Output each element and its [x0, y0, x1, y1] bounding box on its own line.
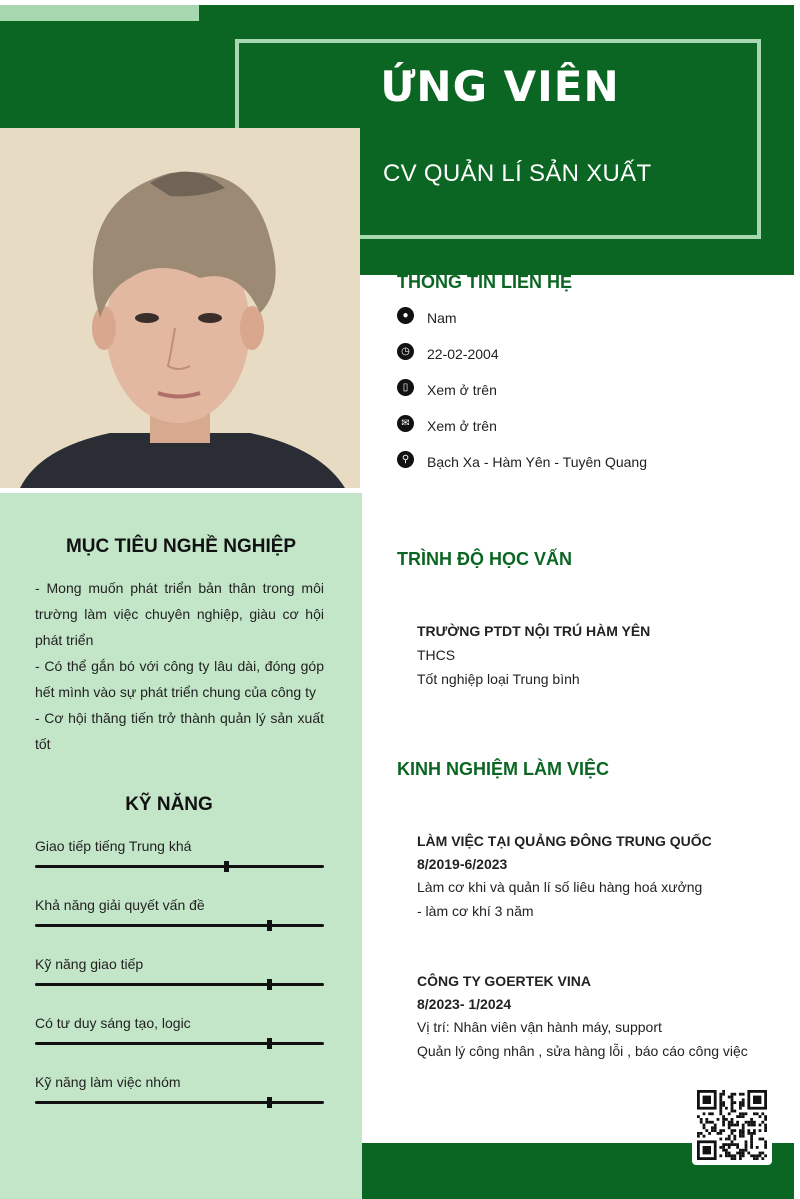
skill-label: Giao tiếp tiếng Trung khá	[35, 838, 192, 854]
qr-code-icon	[697, 1090, 767, 1160]
contact-value: Xem ở trên	[427, 418, 497, 434]
profile-photo	[0, 128, 360, 488]
skill-label: Kỹ năng giao tiếp	[35, 956, 144, 972]
skill-label: Có tư duy sáng tạo, logic	[35, 1015, 191, 1031]
contact-value: Bạch Xa - Hàm Yên - Tuyên Quang	[427, 454, 647, 470]
skill-marker	[267, 979, 272, 990]
education-result: Tốt nghiệp loại Trung bình	[417, 671, 580, 687]
job-description: - làm cơ khí 3 năm	[417, 903, 534, 919]
job-description: Vị trí: Nhân viên vận hành máy, support	[417, 1019, 662, 1035]
skill-bar	[35, 983, 324, 986]
page-subtitle: CV QUẢN LÍ SẢN XUẤT	[383, 160, 652, 187]
job-description: Quản lý công nhân , sửa hàng lỗi , báo cáo công việc	[417, 1043, 748, 1059]
contact-value: Xem ở trên	[427, 382, 497, 398]
education-heading: TRÌNH ĐỘ HỌC VẤN	[397, 549, 572, 569]
user-icon: ●	[397, 307, 414, 324]
skill-marker	[267, 1097, 272, 1108]
job-period: 8/2023- 1/2024	[417, 996, 512, 1012]
experience-heading: KINH NGHIỆM LÀM VIỆC	[397, 759, 610, 779]
skill-item	[35, 897, 324, 937]
clock-icon: ◷	[397, 343, 414, 360]
page-title: ỨNG VIÊN	[380, 62, 620, 111]
email-icon: ✉	[397, 415, 414, 432]
contact-value: 22-02-2004	[427, 346, 499, 362]
objective-heading: MỤC TIÊU NGHỀ NGHIỆP	[65, 536, 297, 557]
skill-bar	[35, 865, 324, 868]
skill-label: Khả năng giải quyết vấn đề	[35, 897, 205, 913]
objective-line: - Cơ hội thăng tiến trở thành quản lý sản xuất tốt	[35, 710, 324, 752]
skill-item	[35, 956, 324, 996]
school-name: TRƯỜNG PTDT NỘI TRÚ HÀM YÊN	[417, 623, 651, 639]
objective-line: - Có thể gắn bó với công ty lâu dài, đóng góp hết mình vào sự phát triển chung của công ty	[35, 658, 324, 700]
objective-line: - Mong muốn phát triển bản thân trong môi trường làm việc chuyên nghiệp, giàu cơ hội phát triển	[35, 580, 324, 648]
skill-bar	[35, 924, 324, 927]
company-name: CÔNG TY GOERTEK VINA	[417, 973, 591, 989]
phone-icon: ▯	[397, 379, 414, 396]
accent-strip	[0, 5, 199, 21]
job-period: 8/2019-6/2023	[417, 856, 508, 872]
qr-code	[692, 1085, 772, 1165]
skill-item	[35, 1074, 324, 1114]
skill-marker	[267, 920, 272, 931]
objective-text	[35, 575, 324, 757]
skill-item	[35, 1015, 324, 1055]
experience-entry	[417, 973, 748, 1059]
experience-entry	[417, 833, 712, 919]
location-icon: ⚲	[397, 451, 414, 468]
skill-marker	[224, 861, 229, 872]
job-description: Làm cơ khi và quản lí số liêu hàng hoá xưởng	[417, 879, 703, 895]
skill-item	[35, 838, 324, 878]
skills-heading: KỸ NĂNG	[125, 794, 213, 815]
skill-bar	[35, 1101, 324, 1104]
skill-bar	[35, 1042, 324, 1045]
skill-label: Kỹ năng làm việc nhóm	[35, 1074, 181, 1090]
company-name: LÀM VIỆC TẠI QUẢNG ĐÔNG TRUNG QUỐC	[417, 833, 712, 849]
contact-value: Nam	[427, 310, 457, 326]
education-entry	[417, 623, 650, 687]
skill-marker	[267, 1038, 272, 1049]
education-level: THCS	[417, 647, 456, 663]
contact-heading: THÔNG TIN LIÊN HỆ	[397, 272, 572, 292]
